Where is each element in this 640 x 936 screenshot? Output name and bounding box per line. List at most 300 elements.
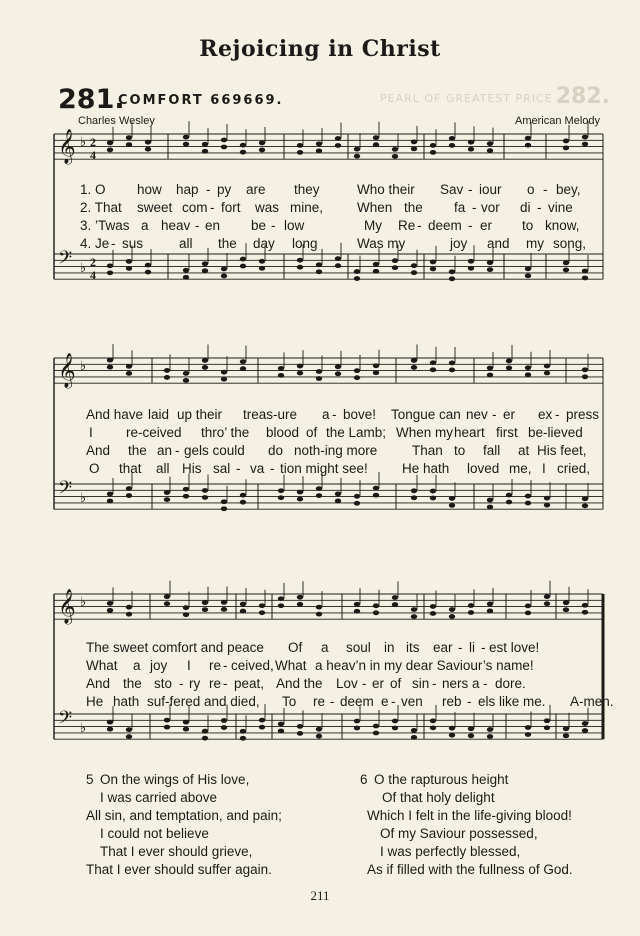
note-head (487, 373, 493, 378)
note-head (449, 496, 455, 501)
note-head (430, 718, 436, 723)
note-head (392, 602, 398, 607)
note-head (316, 493, 322, 498)
note-head (164, 375, 170, 380)
note-head (221, 145, 227, 150)
note-head (240, 359, 246, 364)
note-head (430, 260, 436, 265)
note-head (202, 149, 208, 154)
note-head (354, 368, 360, 373)
note-head (240, 602, 246, 607)
note-head (449, 136, 455, 141)
note-head (506, 365, 512, 370)
note-head (183, 275, 189, 280)
note-head (107, 499, 113, 504)
note-head (582, 721, 588, 726)
note-head (582, 728, 588, 733)
note-head (487, 609, 493, 614)
note-head (202, 365, 208, 370)
note-head (563, 607, 569, 612)
note-head (107, 270, 113, 275)
note-head (430, 604, 436, 609)
note-head (297, 265, 303, 270)
note-head (354, 726, 360, 731)
note-head (354, 269, 360, 274)
tune-name: COMFORT 669669. (118, 93, 284, 108)
note-head (202, 495, 208, 500)
note-head (107, 601, 113, 606)
note-head (183, 487, 189, 492)
note-head (202, 268, 208, 273)
note-head (582, 374, 588, 379)
stanza-6-line: Which I felt in the life-giving blood! (367, 808, 572, 823)
flat-sign-icon: ♭ (80, 594, 87, 609)
note-head (411, 146, 417, 151)
note-head (126, 142, 132, 147)
stanza-6-line: Of my Saviour possessed, (380, 826, 538, 841)
note-head (240, 257, 246, 262)
note-head (183, 494, 189, 499)
note-head (335, 143, 341, 148)
note-head (259, 603, 265, 608)
note-head (563, 268, 569, 273)
note-head (354, 154, 360, 159)
note-head (392, 726, 398, 731)
note-head (107, 365, 113, 370)
note-head (487, 267, 493, 272)
note-head (373, 724, 379, 729)
note-head (335, 371, 341, 376)
note-head (278, 722, 284, 727)
note-head (373, 603, 379, 608)
note-head (335, 256, 341, 261)
note-head (506, 358, 512, 363)
note-head (468, 603, 474, 608)
note-head (487, 727, 493, 732)
note-head (107, 147, 113, 152)
note-head (525, 273, 531, 278)
treble-clef-icon: 𝄞 (58, 129, 76, 164)
stanza-6-line: O the rapturous height (374, 772, 509, 787)
note-head (107, 608, 113, 613)
stanza-6-line: I was perfectly blessed, (380, 844, 521, 859)
note-head (259, 148, 265, 153)
note-head (525, 372, 531, 377)
note-head (487, 734, 493, 739)
note-head (525, 266, 531, 271)
note-head (316, 269, 322, 274)
note-head (164, 368, 170, 373)
note-head (487, 498, 493, 503)
note-head (411, 263, 417, 268)
note-head (164, 718, 170, 723)
note-head (221, 607, 227, 612)
note-head (373, 486, 379, 491)
note-head (164, 497, 170, 502)
composer-credit: American Melody (515, 115, 600, 127)
note-head (449, 733, 455, 738)
note-head (525, 725, 531, 730)
note-head (335, 492, 341, 497)
note-head (373, 142, 379, 147)
note-head (126, 493, 132, 498)
bleed-through-caption: PEARL OF GREATEST PRICE (380, 92, 553, 105)
note-head (411, 488, 417, 493)
note-head (582, 610, 588, 615)
note-head (126, 486, 132, 491)
time-signature-icon: 2 (90, 135, 96, 149)
bass-clef-icon: 𝄢 (58, 478, 73, 503)
note-head (354, 276, 360, 281)
note-head (278, 488, 284, 493)
note-head (107, 720, 113, 725)
note-head (221, 506, 227, 511)
note-head (240, 729, 246, 734)
note-head (164, 490, 170, 495)
note-head (297, 490, 303, 495)
note-head (259, 718, 265, 723)
note-head (563, 139, 569, 144)
flat-sign-icon: ♭ (80, 490, 87, 505)
note-head (297, 143, 303, 148)
note-head (449, 276, 455, 281)
note-head (259, 610, 265, 615)
section-title: Rejoicing in Christ (199, 36, 441, 62)
note-head (582, 276, 588, 281)
note-head (449, 503, 455, 508)
note-head (582, 142, 588, 147)
note-head (392, 265, 398, 270)
note-head (373, 135, 379, 140)
note-head (430, 611, 436, 616)
note-head (449, 726, 455, 731)
note-head (411, 735, 417, 740)
note-head (316, 612, 322, 617)
note-head (373, 269, 379, 274)
note-head (202, 358, 208, 363)
note-head (259, 725, 265, 730)
note-head (411, 139, 417, 144)
note-head (316, 727, 322, 732)
note-head (126, 727, 132, 732)
note-head (221, 274, 227, 279)
note-head (449, 368, 455, 373)
note-head (240, 500, 246, 505)
stanza-5-line: On the wings of His love, (100, 772, 250, 787)
note-head (525, 365, 531, 370)
note-head (126, 605, 132, 610)
note-head (316, 262, 322, 267)
note-head (487, 141, 493, 146)
note-head (354, 602, 360, 607)
note-head (544, 364, 550, 369)
note-head (107, 727, 113, 732)
note-head (430, 496, 436, 501)
note-head (468, 266, 474, 271)
note-head (126, 734, 132, 739)
note-head (468, 733, 474, 738)
note-head (525, 143, 531, 148)
note-head (468, 610, 474, 615)
note-head (354, 501, 360, 506)
note-head (430, 267, 436, 272)
note-head (183, 142, 189, 147)
note-head (449, 361, 455, 366)
note-head (468, 259, 474, 264)
note-head (544, 371, 550, 376)
note-head (240, 736, 246, 741)
note-head (164, 725, 170, 730)
note-head (145, 270, 151, 275)
note-head (430, 143, 436, 148)
note-head (392, 595, 398, 600)
note-head (449, 143, 455, 148)
note-head (316, 605, 322, 610)
flat-sign-icon: ♭ (80, 260, 87, 275)
note-head (202, 600, 208, 605)
note-head (297, 724, 303, 729)
note-head (183, 605, 189, 610)
note-head (563, 261, 569, 266)
note-head (582, 603, 588, 608)
flat-sign-icon: ♭ (80, 358, 87, 373)
note-head (240, 264, 246, 269)
note-head (582, 367, 588, 372)
note-head (335, 263, 341, 268)
note-head (506, 493, 512, 498)
note-head (126, 612, 132, 617)
note-head (297, 497, 303, 502)
note-head (183, 612, 189, 617)
note-head (525, 732, 531, 737)
note-head (316, 486, 322, 491)
note-head (411, 270, 417, 275)
note-head (525, 136, 531, 141)
note-head (354, 609, 360, 614)
note-head (430, 725, 436, 730)
note-head (487, 260, 493, 265)
note-head (297, 364, 303, 369)
note-head (278, 495, 284, 500)
note-head (183, 720, 189, 725)
note-head (525, 501, 531, 506)
note-head (221, 138, 227, 143)
note-head (544, 503, 550, 508)
note-head (202, 142, 208, 147)
note-head (430, 150, 436, 155)
note-head (297, 371, 303, 376)
note-head (335, 499, 341, 504)
note-head (202, 736, 208, 741)
note-head (392, 258, 398, 263)
note-head (392, 719, 398, 724)
note-head (278, 366, 284, 371)
note-head (297, 731, 303, 736)
stanza-5-line: That I ever should grieve, (100, 844, 253, 859)
note-head (354, 375, 360, 380)
time-signature-icon: 2 (90, 255, 96, 269)
note-head (221, 600, 227, 605)
note-head (582, 135, 588, 140)
note-head (240, 366, 246, 371)
note-head (354, 147, 360, 152)
note-head (354, 719, 360, 724)
note-head (183, 378, 189, 383)
note-head (316, 148, 322, 153)
note-head (411, 358, 417, 363)
treble-clef-icon: 𝄞 (58, 589, 76, 624)
note-head (392, 154, 398, 159)
stanza-5-line: I was carried above (100, 790, 218, 805)
note-head (544, 496, 550, 501)
note-head (449, 607, 455, 612)
note-head (487, 602, 493, 607)
note-head (582, 503, 588, 508)
time-signature-icon: 4 (90, 148, 96, 162)
note-head (240, 150, 246, 155)
note-head (126, 266, 132, 271)
note-head (544, 725, 550, 730)
note-head (183, 727, 189, 732)
note-head (297, 595, 303, 600)
stanza-6-line: As if filled with the fullness of God. (367, 862, 573, 877)
note-head (354, 494, 360, 499)
stanza-5-line: That I ever should suffer again. (86, 862, 272, 877)
note-head (164, 594, 170, 599)
note-head (430, 360, 436, 365)
note-head (316, 376, 322, 381)
note-head (316, 141, 322, 146)
note-head (278, 729, 284, 734)
note-head (107, 358, 113, 363)
note-head (297, 150, 303, 155)
note-head (487, 148, 493, 153)
note-head (373, 493, 379, 498)
note-head (126, 135, 132, 140)
note-head (430, 489, 436, 494)
flat-sign-icon: ♭ (80, 720, 87, 735)
author-credit: Charles Wesley (78, 115, 155, 127)
note-head (544, 594, 550, 599)
hymn-number: 281. (58, 84, 125, 115)
note-head (563, 146, 569, 151)
note-head (373, 731, 379, 736)
note-head (278, 603, 284, 608)
note-head (240, 143, 246, 148)
note-head (487, 366, 493, 371)
note-head (221, 718, 227, 723)
note-head (221, 370, 227, 375)
note-head (411, 495, 417, 500)
note-head (145, 140, 151, 145)
note-head (107, 140, 113, 145)
stanza-5-number: 5 (86, 772, 94, 787)
note-head (582, 269, 588, 274)
bleed-through-number: 282. (555, 84, 610, 109)
note-head (221, 499, 227, 504)
note-head (221, 267, 227, 272)
note-head (107, 492, 113, 497)
note-head (259, 141, 265, 146)
treble-clef-icon: 𝄞 (58, 353, 76, 388)
note-head (259, 259, 265, 264)
note-head (145, 263, 151, 268)
note-head (126, 259, 132, 264)
note-head (183, 371, 189, 376)
note-head (411, 607, 417, 612)
page-number: 211 (310, 888, 330, 903)
note-head (449, 269, 455, 274)
note-head (582, 496, 588, 501)
note-head (525, 494, 531, 499)
note-head (468, 726, 474, 731)
stanza-6-line: Of that holy delight (382, 790, 495, 805)
stanza-5-line: All sin, and temptation, and pain; (86, 808, 282, 823)
note-head (411, 728, 417, 733)
bass-clef-icon: 𝄢 (58, 248, 73, 273)
note-head (411, 365, 417, 370)
flat-sign-icon: ♭ (80, 134, 87, 149)
note-head (449, 614, 455, 619)
note-head (183, 268, 189, 273)
note-head (373, 370, 379, 375)
note-head (392, 147, 398, 152)
note-head (506, 500, 512, 505)
bass-clef-icon: 𝄢 (58, 708, 73, 733)
note-head (544, 601, 550, 606)
note-head (202, 488, 208, 493)
note-head (373, 262, 379, 267)
note-head (297, 602, 303, 607)
note-head (335, 136, 341, 141)
note-head (525, 611, 531, 616)
note-head (563, 726, 569, 731)
note-head (430, 367, 436, 372)
note-head (487, 505, 493, 510)
note-head (202, 607, 208, 612)
note-head (563, 600, 569, 605)
note-head (373, 610, 379, 615)
note-head (183, 135, 189, 140)
stanza-5-line: I could not believe (100, 826, 209, 841)
note-head (259, 266, 265, 271)
note-head (107, 263, 113, 268)
note-head (316, 734, 322, 739)
time-signature-icon: 4 (90, 268, 96, 282)
note-head (297, 258, 303, 263)
stanza-6-number: 6 (360, 772, 368, 787)
note-head (563, 733, 569, 738)
note-head (335, 364, 341, 369)
note-head (240, 493, 246, 498)
note-head (468, 140, 474, 145)
note-head (221, 377, 227, 382)
note-head (278, 596, 284, 601)
note-head (126, 371, 132, 376)
note-head (278, 373, 284, 378)
note-head (145, 147, 151, 152)
note-head (126, 364, 132, 369)
note-head (544, 718, 550, 723)
note-head (411, 614, 417, 619)
note-head (202, 261, 208, 266)
note-head (164, 601, 170, 606)
note-head (316, 369, 322, 374)
note-head (525, 604, 531, 609)
note-head (468, 147, 474, 152)
note-head (240, 609, 246, 614)
note-head (221, 725, 227, 730)
